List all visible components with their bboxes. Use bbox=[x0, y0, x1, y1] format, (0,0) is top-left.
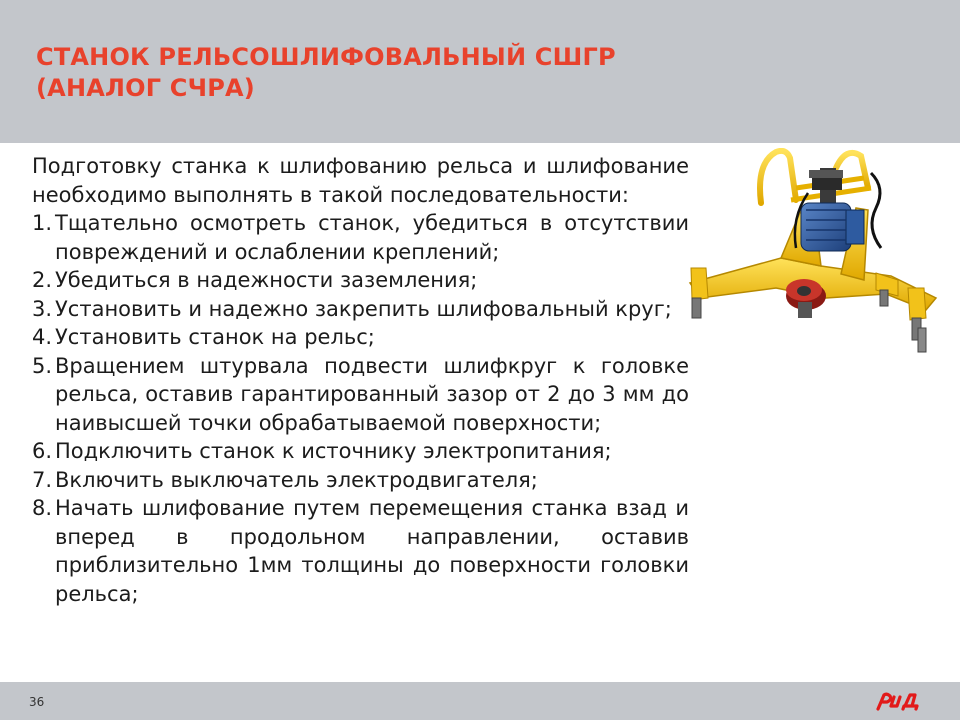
step-text: Установить и надежно закрепить шлифовальный круг; bbox=[55, 296, 672, 321]
step-number: 2. bbox=[32, 268, 53, 292]
step-number: 6. bbox=[32, 439, 53, 463]
step-text: Подключить станок к источнику электропитания; bbox=[55, 439, 612, 463]
title-line-1: СТАНОК РЕЛЬСОШЛИФОВАЛЬНЫЙ СШГР bbox=[36, 43, 616, 71]
intro-text: Подготовку станка к шлифованию рельса и шлифование необходимо выполнять в такой последовательности: bbox=[32, 154, 689, 207]
list-item bbox=[32, 437, 689, 466]
page-number: 36 bbox=[29, 695, 45, 709]
step-text: Включить выключатель электродвигателя; bbox=[55, 467, 538, 492]
list-item bbox=[32, 494, 689, 608]
slide-body bbox=[32, 152, 689, 608]
step-number: 5. bbox=[32, 353, 53, 378]
list-item bbox=[32, 295, 689, 324]
step-number: 1. bbox=[32, 211, 53, 235]
slide-title bbox=[36, 42, 616, 104]
list-item bbox=[32, 323, 689, 352]
list-item bbox=[32, 466, 689, 495]
step-text: Начать шлифование путем перемещения станка взад и вперед в продольном направлении, оставив приблизительно 1мм толщины до поверхности головки рельса; bbox=[55, 496, 689, 606]
step-text: Установить станок на рельс; bbox=[55, 325, 375, 349]
step-text: Убедиться в надежности заземления; bbox=[55, 268, 478, 292]
list-item bbox=[32, 266, 689, 295]
title-line-2: (АНАЛОГ СЧРА) bbox=[36, 74, 255, 102]
step-text: Тщательно осмотреть станок, убедиться в отсутствии повреждений и ослаблении креплений; bbox=[55, 211, 689, 264]
step-number: 3. bbox=[32, 296, 53, 321]
step-text: Вращением штурвала подвести шлифкруг к головке рельса, оставив гарантированный зазор от 2 до 3 мм до наивысшей точки обрабатываемой поверхности; bbox=[55, 353, 689, 435]
footer-bar bbox=[0, 682, 960, 720]
step-number: 4. bbox=[32, 325, 53, 349]
steps-list bbox=[32, 209, 689, 608]
rzd-logo bbox=[875, 690, 923, 712]
step-number: 8. bbox=[32, 496, 53, 520]
step-number: 7. bbox=[32, 467, 53, 492]
list-item bbox=[32, 352, 689, 438]
list-item bbox=[32, 209, 689, 266]
rail-grinding-machine-image bbox=[686, 148, 950, 360]
